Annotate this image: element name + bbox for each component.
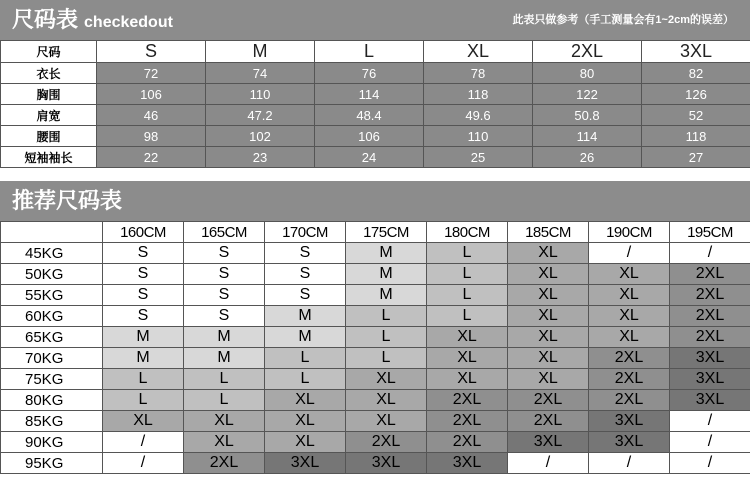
recommended-size-cell: M — [103, 327, 184, 348]
measurement-value: 50.8 — [533, 105, 642, 126]
recommended-size-cell: 2XL — [670, 285, 750, 306]
weight-label: 90KG — [1, 432, 103, 453]
recommended-size-cell: 2XL — [589, 348, 670, 369]
measurement-note: 此表只做参考（手工测量会有1~2cm的误差） — [512, 14, 734, 26]
recommended-size-cell: / — [589, 453, 670, 474]
recommended-size-cell: XL — [184, 411, 265, 432]
measurement-row — [1, 105, 750, 126]
measurement-value: 72 — [97, 63, 206, 84]
size-header-cell: L — [315, 41, 424, 63]
recommended-size-cell: L — [346, 306, 427, 327]
measurement-label: 短袖袖长 — [1, 147, 97, 168]
height-header-cell: 175CM — [346, 222, 427, 243]
weight-row — [1, 453, 750, 474]
recommended-size-cell: S — [184, 243, 265, 264]
recommended-size-cell: 3XL — [589, 432, 670, 453]
recommended-size-cell: 2XL — [670, 327, 750, 348]
recommended-size-cell: M — [346, 264, 427, 285]
height-header-row — [1, 222, 750, 243]
measurement-value: 114 — [315, 84, 424, 105]
recommended-size-cell: / — [103, 432, 184, 453]
weight-label: 75KG — [1, 369, 103, 390]
recommended-size-cell: 2XL — [670, 264, 750, 285]
recommended-size-cell: XL — [346, 369, 427, 390]
recommended-size-cell: XL — [346, 390, 427, 411]
recommended-size-cell: M — [103, 348, 184, 369]
measurement-row — [1, 84, 750, 105]
recommended-size-header-bar — [0, 181, 750, 221]
weight-row — [1, 264, 750, 285]
size-measurement-table — [0, 40, 750, 168]
recommended-size-cell: L — [184, 390, 265, 411]
recommended-size-cell: 2XL — [589, 369, 670, 390]
measurement-row — [1, 147, 750, 168]
recommended-size-cell: M — [346, 243, 427, 264]
measurement-value: 80 — [533, 63, 642, 84]
weight-label: 45KG — [1, 243, 103, 264]
recommended-size-cell: M — [265, 306, 346, 327]
measurement-value: 76 — [315, 63, 424, 84]
recommended-size-cell: L — [265, 348, 346, 369]
recommended-size-cell: / — [670, 411, 750, 432]
recommended-size-cell: XL — [508, 327, 589, 348]
size-chart-title: 尺码表 — [12, 7, 79, 32]
recommended-size-cell: 3XL — [427, 453, 508, 474]
recommended-size-cell: L — [103, 390, 184, 411]
weight-row — [1, 432, 750, 453]
recommended-size-cell: 3XL — [346, 453, 427, 474]
weight-label: 50KG — [1, 264, 103, 285]
recommended-size-cell: / — [670, 453, 750, 474]
measurement-value: 98 — [97, 126, 206, 147]
recommended-size-cell: 3XL — [265, 453, 346, 474]
measurement-value: 23 — [206, 147, 315, 168]
recommended-size-title: 推荐尺码表 — [12, 188, 123, 213]
size-header-row — [1, 41, 750, 63]
measurement-value: 74 — [206, 63, 315, 84]
weight-row — [1, 411, 750, 432]
recommended-size-cell: XL — [103, 411, 184, 432]
measurement-value: 25 — [424, 147, 533, 168]
recommended-size-cell: L — [427, 306, 508, 327]
measurement-value: 49.6 — [424, 105, 533, 126]
weight-label: 55KG — [1, 285, 103, 306]
recommended-size-cell: 2XL — [346, 432, 427, 453]
recommended-size-cell: S — [265, 243, 346, 264]
recommended-size-cell: L — [427, 243, 508, 264]
measurement-value: 46 — [97, 105, 206, 126]
size-header-cell: S — [97, 41, 206, 63]
measurement-value: 110 — [206, 84, 315, 105]
recommended-size-cell: S — [184, 285, 265, 306]
measurement-value: 52 — [642, 105, 750, 126]
measurement-row — [1, 126, 750, 147]
recommended-size-cell: L — [427, 285, 508, 306]
recommended-size-cell: XL — [508, 285, 589, 306]
recommended-size-cell: S — [103, 285, 184, 306]
size-label-header: 尺码 — [1, 41, 97, 63]
recommended-size-cell: XL — [184, 432, 265, 453]
recommended-size-cell: XL — [427, 348, 508, 369]
size-chart-title-group — [12, 0, 173, 43]
measurement-value: 114 — [533, 126, 642, 147]
height-header-cell: 170CM — [265, 222, 346, 243]
weight-row — [1, 327, 750, 348]
recommended-size-table — [0, 221, 750, 474]
height-header-cell: 165CM — [184, 222, 265, 243]
recommended-size-cell: S — [103, 264, 184, 285]
height-header-cell: 180CM — [427, 222, 508, 243]
weight-row — [1, 306, 750, 327]
recommended-size-cell: M — [184, 327, 265, 348]
measurement-value: 118 — [642, 126, 750, 147]
recommended-size-cell: XL — [265, 432, 346, 453]
measurement-value: 82 — [642, 63, 750, 84]
recommended-size-cell: 3XL — [670, 348, 750, 369]
recommended-size-cell: 2XL — [508, 411, 589, 432]
measurement-value: 106 — [315, 126, 424, 147]
weight-row — [1, 369, 750, 390]
height-header-cell: 185CM — [508, 222, 589, 243]
recommended-size-cell: L — [346, 327, 427, 348]
recommended-size-cell: S — [184, 306, 265, 327]
recommended-size-cell: M — [184, 348, 265, 369]
recommended-size-cell: 3XL — [670, 390, 750, 411]
measurement-value: 106 — [97, 84, 206, 105]
recommended-size-cell: S — [103, 306, 184, 327]
recommended-size-cell: L — [103, 369, 184, 390]
size-header-cell: M — [206, 41, 315, 63]
measurement-value: 24 — [315, 147, 424, 168]
recommended-size-cell: XL — [508, 369, 589, 390]
weight-label: 70KG — [1, 348, 103, 369]
recommended-size-cell: 3XL — [670, 369, 750, 390]
measurement-label: 胸围 — [1, 84, 97, 105]
recommended-size-cell: 2XL — [427, 432, 508, 453]
recommended-size-cell: M — [265, 327, 346, 348]
weight-row — [1, 285, 750, 306]
size-header-cell: 3XL — [642, 41, 750, 63]
weight-label: 65KG — [1, 327, 103, 348]
measurement-label: 肩宽 — [1, 105, 97, 126]
weight-row — [1, 348, 750, 369]
recommended-size-cell: L — [346, 348, 427, 369]
measurement-row — [1, 63, 750, 84]
recommended-size-cell: XL — [508, 348, 589, 369]
weight-label: 80KG — [1, 390, 103, 411]
measurement-value: 122 — [533, 84, 642, 105]
weight-row — [1, 243, 750, 264]
corner-cell — [1, 222, 103, 243]
recommended-size-cell: 3XL — [589, 411, 670, 432]
measurement-label: 腰围 — [1, 126, 97, 147]
measurement-value: 22 — [97, 147, 206, 168]
recommended-size-cell: S — [265, 285, 346, 306]
recommended-size-cell: XL — [346, 411, 427, 432]
recommended-size-cell: XL — [508, 306, 589, 327]
size-header-cell: 2XL — [533, 41, 642, 63]
recommended-size-cell: XL — [589, 306, 670, 327]
recommended-size-cell: / — [670, 243, 750, 264]
recommended-size-cell: L — [265, 369, 346, 390]
recommended-size-cell: 2XL — [427, 411, 508, 432]
size-chart-header-bar — [0, 0, 750, 40]
recommended-size-cell: L — [427, 264, 508, 285]
weight-label: 85KG — [1, 411, 103, 432]
measurement-value: 102 — [206, 126, 315, 147]
measurement-value: 126 — [642, 84, 750, 105]
recommended-size-cell: 2XL — [589, 390, 670, 411]
recommended-size-cell: S — [103, 243, 184, 264]
recommended-size-cell: / — [670, 432, 750, 453]
recommended-size-cell: XL — [265, 390, 346, 411]
height-header-cell: 190CM — [589, 222, 670, 243]
recommended-size-cell: S — [184, 264, 265, 285]
measurement-value: 26 — [533, 147, 642, 168]
weight-label: 95KG — [1, 453, 103, 474]
measurement-value: 27 — [642, 147, 750, 168]
recommended-size-cell: XL — [589, 264, 670, 285]
size-header-cell: XL — [424, 41, 533, 63]
recommended-size-cell: XL — [265, 411, 346, 432]
recommended-size-cell: 3XL — [508, 432, 589, 453]
recommended-size-cell: XL — [508, 264, 589, 285]
recommended-size-cell: XL — [427, 327, 508, 348]
height-header-cell: 195CM — [670, 222, 750, 243]
measurement-value: 48.4 — [315, 105, 424, 126]
recommended-size-cell: 2XL — [427, 390, 508, 411]
recommended-size-cell: XL — [589, 327, 670, 348]
recommended-size-cell: XL — [427, 369, 508, 390]
recommended-size-cell: XL — [508, 243, 589, 264]
measurement-value: 78 — [424, 63, 533, 84]
recommended-size-cell: / — [103, 453, 184, 474]
recommended-size-cell: M — [346, 285, 427, 306]
measurement-value: 47.2 — [206, 105, 315, 126]
recommended-size-cell: / — [589, 243, 670, 264]
recommended-size-cell: XL — [589, 285, 670, 306]
measurement-label: 衣长 — [1, 63, 97, 84]
size-chart-subtitle: checkedout — [84, 14, 173, 31]
recommended-size-cell: 2XL — [184, 453, 265, 474]
recommended-size-cell: / — [508, 453, 589, 474]
height-header-cell: 160CM — [103, 222, 184, 243]
recommended-size-cell: L — [184, 369, 265, 390]
weight-label: 60KG — [1, 306, 103, 327]
recommended-size-cell: 2XL — [508, 390, 589, 411]
measurement-value: 110 — [424, 126, 533, 147]
recommended-size-cell: 2XL — [670, 306, 750, 327]
recommended-size-cell: S — [265, 264, 346, 285]
weight-row — [1, 390, 750, 411]
measurement-value: 118 — [424, 84, 533, 105]
